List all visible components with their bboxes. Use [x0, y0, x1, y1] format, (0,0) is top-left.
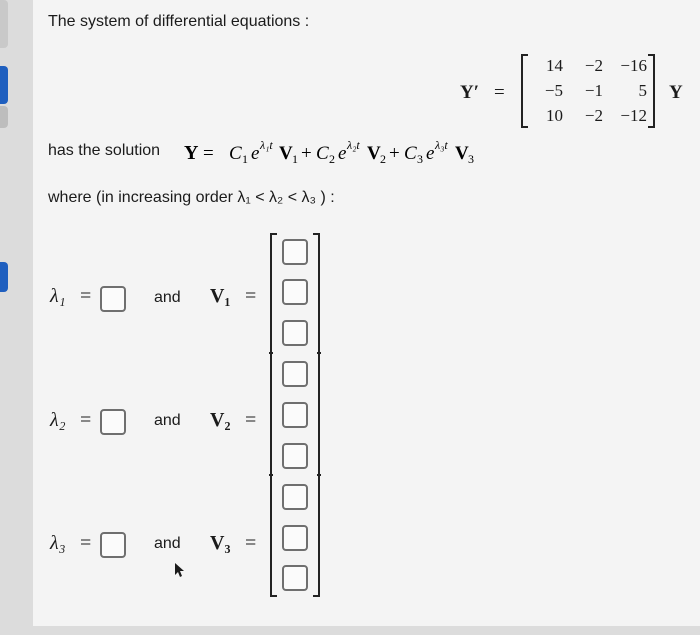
window-edge-tab	[0, 262, 8, 292]
equation-lhs: Y′	[460, 82, 480, 103]
solution-formula	[181, 137, 541, 167]
vector-2-equals: =	[245, 409, 257, 431]
svg-text:C: C	[316, 143, 329, 164]
matrix-cell: 14	[546, 56, 563, 75]
ordering-condition: where (in increasing order λ₁ < λ₂ < λ₃ ) :	[48, 189, 335, 206]
v2-component-2-input[interactable]	[282, 402, 308, 428]
matrix-cell: −2	[584, 105, 603, 125]
v1-component-2-input[interactable]	[282, 279, 308, 305]
solution-prefix: has the solution	[48, 142, 161, 159]
svg-text:C: C	[404, 143, 417, 164]
and-label-1: and	[154, 289, 181, 306]
vector-3-equals: =	[245, 532, 257, 554]
and-label-3: and	[154, 535, 181, 552]
matrix-right-bracket	[648, 54, 655, 128]
lambda-1-input[interactable]	[100, 286, 126, 312]
lambda-2-label: λ₂	[50, 409, 66, 431]
svg-text:V: V	[279, 143, 293, 164]
vector-1-equals: =	[245, 285, 257, 307]
equation-rhs: Y	[669, 82, 683, 103]
v1-component-1-input[interactable]	[282, 239, 308, 265]
svg-text:1: 1	[242, 152, 248, 166]
vector-right-bracket	[313, 233, 320, 597]
svg-text:V: V	[367, 143, 381, 164]
question-panel	[33, 0, 700, 626]
lambda-2-input[interactable]	[100, 409, 126, 435]
lambda-3-equals: =	[80, 532, 92, 554]
svg-text:3: 3	[417, 152, 423, 166]
svg-text:λ₃t: λ₃t	[435, 138, 448, 152]
window-edge-tab	[0, 106, 8, 128]
matrix-cell: 5	[638, 80, 647, 100]
svg-text:λ₁t: λ₁t	[260, 138, 273, 152]
matrix-cell: −5	[544, 80, 563, 100]
eigenvector-column	[270, 233, 320, 597]
bracket-separator	[317, 474, 321, 476]
matrix-cell: 10	[546, 105, 563, 125]
vector-1-label: V₁	[210, 285, 231, 307]
svg-text:Y: Y	[184, 142, 199, 164]
lambda-1-equals: =	[80, 285, 92, 307]
svg-text:2: 2	[380, 152, 386, 166]
matrix-grid	[529, 54, 647, 128]
v2-component-3-input[interactable]	[282, 443, 308, 469]
equation-equals: =	[494, 82, 505, 103]
lambda-2-equals: =	[80, 409, 92, 431]
svg-text:2: 2	[329, 152, 335, 166]
bracket-separator	[317, 352, 321, 354]
v1-component-3-input[interactable]	[282, 320, 308, 346]
matrix-cell: −2	[584, 56, 603, 75]
v3-component-1-input[interactable]	[282, 484, 308, 510]
svg-text:3: 3	[468, 152, 474, 166]
svg-text:e: e	[426, 143, 435, 164]
svg-text:+: +	[301, 143, 312, 164]
question-intro: The system of differential equations :	[48, 13, 310, 30]
svg-text:V: V	[455, 143, 469, 164]
svg-text:+: +	[389, 143, 400, 164]
matrix-cell: −1	[584, 80, 603, 100]
vector-2-label: V₂	[210, 409, 231, 431]
and-label-2: and	[154, 412, 181, 429]
matrix-cell: −12	[620, 105, 647, 125]
svg-text:e: e	[251, 143, 260, 164]
lambda-3-input[interactable]	[100, 532, 126, 558]
vector-left-bracket	[270, 233, 277, 597]
svg-text:e: e	[338, 143, 347, 164]
lambda-3-label: λ₃	[50, 532, 66, 554]
bracket-separator	[269, 474, 273, 476]
svg-text:1: 1	[292, 152, 298, 166]
solution-formula-graphic	[181, 137, 541, 167]
svg-text:=: =	[203, 143, 214, 164]
matrix-left-bracket	[521, 54, 528, 128]
v3-component-3-input[interactable]	[282, 565, 308, 591]
window-edge-tab	[0, 0, 8, 48]
lambda-1-label: λ₁	[50, 285, 66, 307]
vector-3-label: V₃	[210, 532, 231, 554]
matrix-cell: −16	[620, 56, 647, 75]
mouse-cursor-icon	[173, 562, 187, 578]
svg-text:C: C	[229, 143, 242, 164]
bracket-separator	[269, 352, 273, 354]
window-edge-tab	[0, 66, 8, 104]
coefficient-matrix	[521, 54, 655, 128]
svg-text:λ₂t: λ₂t	[347, 138, 360, 152]
v3-component-2-input[interactable]	[282, 525, 308, 551]
v2-component-1-input[interactable]	[282, 361, 308, 387]
